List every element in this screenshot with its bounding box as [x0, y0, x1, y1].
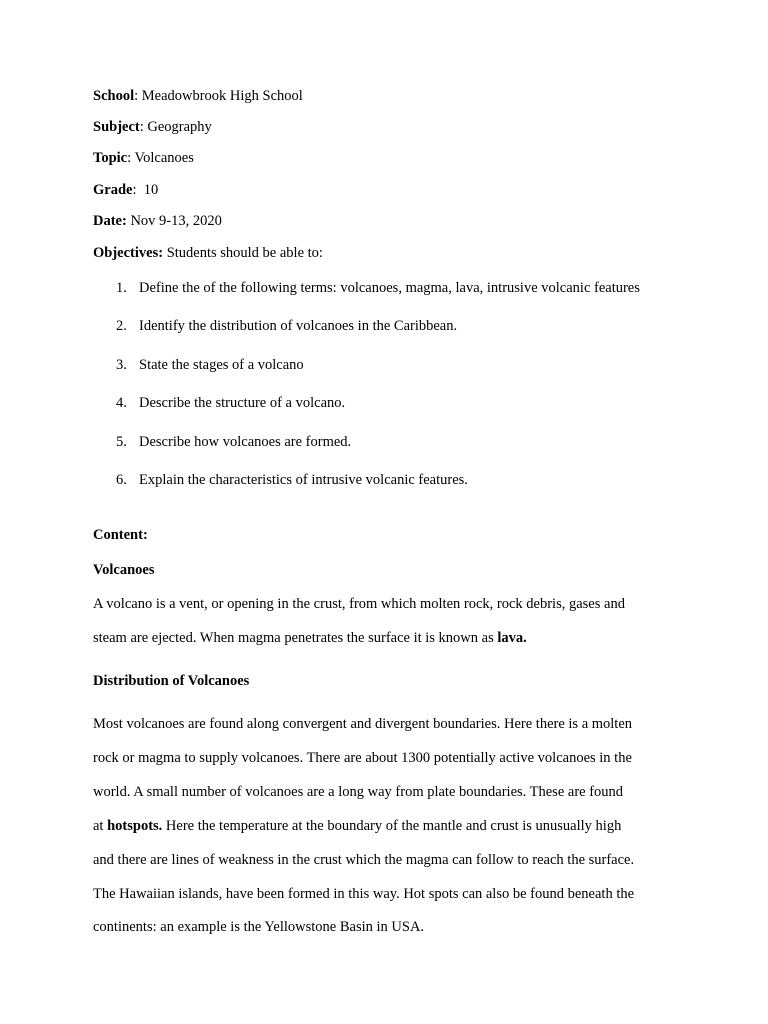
- objective-text: Describe how volcanoes are formed.: [139, 434, 352, 450]
- subject-label: Subject: [93, 119, 140, 135]
- objective-number: 5.: [116, 434, 127, 450]
- topic-value: : Volcanoes: [127, 150, 194, 166]
- volcanoes-paragraph-line: [93, 629, 527, 647]
- content-heading: Content:: [93, 527, 148, 543]
- objective-text: State the stages of a volcano: [139, 357, 304, 373]
- objective-number: 3.: [116, 357, 127, 373]
- objective-number: 4.: [116, 395, 127, 411]
- grade-line: [93, 181, 158, 199]
- distribution-paragraph-line: rock or magma to supply volcanoes. There are about 1300 potentially active volcanoes in the: [93, 750, 632, 766]
- objective-item: [116, 471, 468, 489]
- objective-item: [116, 433, 351, 451]
- objective-number: 2.: [116, 318, 127, 334]
- school-line: [93, 87, 303, 105]
- subject-line: [93, 118, 212, 136]
- objective-item: [116, 394, 345, 412]
- objectives-value: Students should be able to:: [163, 245, 323, 261]
- volcanoes-heading: Volcanoes: [93, 562, 155, 578]
- objective-item: [116, 279, 640, 297]
- hotspots-term: hotspots.: [107, 818, 163, 834]
- distribution-paragraph-line: and there are lines of weakness in the crust which the magma can follow to reach the surface.: [93, 852, 635, 868]
- objectives-line: [93, 244, 323, 262]
- grade-label: Grade: [93, 182, 133, 198]
- distribution-paragraph-line: Most volcanoes are found along convergent and divergent boundaries. Here there is a molten: [93, 716, 633, 732]
- school-value: : Meadowbrook High School: [134, 88, 303, 104]
- distribution-paragraph-line: The Hawaiian islands, have been formed in this way. Hot spots can also be found beneath the: [93, 886, 635, 902]
- volcanoes-paragraph-line: A volcano is a vent, or opening in the crust, from which molten rock, rock debris, gases and: [93, 596, 625, 612]
- objectives-label: Objectives:: [93, 245, 164, 261]
- volcanoes-text: steam are ejected. When magma penetrates the surface it is known as: [93, 630, 498, 646]
- objective-number: 1.: [116, 280, 127, 296]
- date-line: [93, 212, 222, 230]
- topic-line: [93, 149, 194, 167]
- objective-number: 6.: [116, 472, 127, 488]
- distribution-paragraph-line: continents: an example is the Yellowstone Basin in USA.: [93, 919, 425, 935]
- distribution-paragraph-line: world. A small number of volcanoes are a long way from plate boundaries. These are found: [93, 784, 624, 800]
- objective-text: Identify the distribution of volcanoes in the Caribbean.: [139, 318, 458, 334]
- objective-item: [116, 317, 457, 335]
- objective-text: Define the of the following terms: volcanoes, magma, lava, intrusive volcanic features: [139, 280, 640, 296]
- date-value: Nov 9-13, 2020: [126, 213, 222, 229]
- distribution-heading: Distribution of Volcanoes: [93, 673, 250, 689]
- grade-value: : 10: [132, 182, 159, 198]
- date-label: Date:: [93, 213, 127, 229]
- distribution-text: at: [93, 818, 108, 834]
- lava-term: lava.: [497, 630, 527, 646]
- objective-text: Describe the structure of a volcano.: [139, 395, 346, 411]
- school-label: School: [93, 88, 135, 104]
- objective-item: [116, 356, 304, 374]
- distribution-text: Here the temperature at the boundary of the mantle and crust is unusually high: [162, 818, 622, 834]
- topic-label: Topic: [93, 150, 128, 166]
- objective-text: Explain the characteristics of intrusive volcanic features.: [139, 472, 468, 488]
- distribution-paragraph-line: [93, 817, 621, 835]
- subject-value: : Geography: [139, 119, 212, 135]
